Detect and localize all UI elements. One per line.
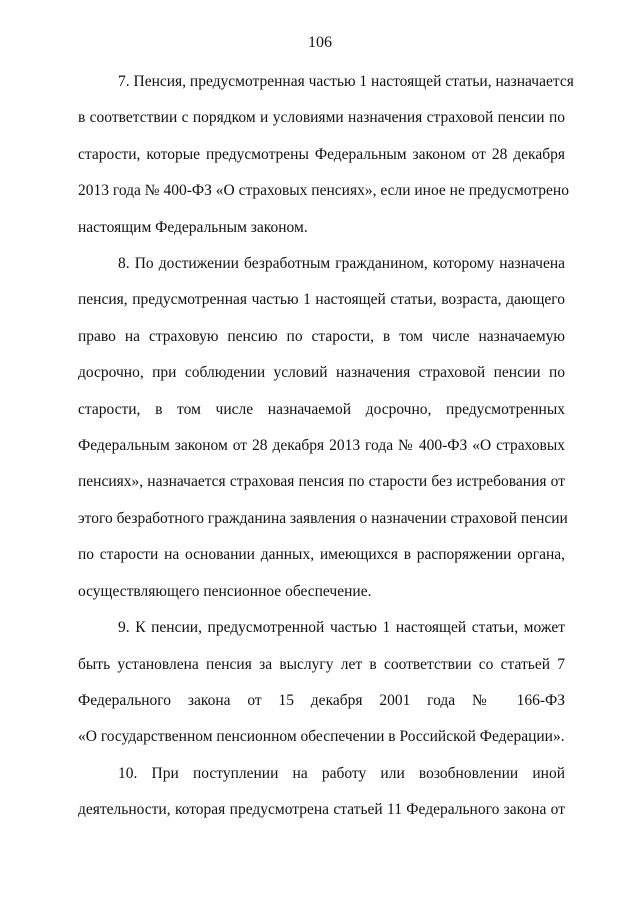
text-line: этого безработного гражданина заявления о назначении страховой пенсии <box>78 509 568 527</box>
paragraph-10 <box>78 756 565 829</box>
text-line: по старости на основании данных, имеющихся в распоряжении органа, <box>78 546 565 564</box>
document-body <box>78 64 574 829</box>
text-line: право на страховую пенсию по старости, в том числе назначаемую <box>78 327 565 345</box>
text-line: досрочно, при соблюдении условий назначения страховой пенсии по <box>78 364 565 382</box>
text-line: старости, которые предусмотрены Федеральным законом от 28 декабря <box>78 145 565 163</box>
text-line: в соответствии с порядком и условиями назначения страховой пенсии по <box>78 109 565 127</box>
text-line: настоящим Федеральным законом. <box>78 218 308 236</box>
text-line: осуществляющего пенсионное обеспечение. <box>78 582 372 600</box>
text-line: деятельности, которая предусмотрена статьей 11 Федерального закона от <box>78 801 565 819</box>
text-line: 2013 года № 400-ФЗ «О страховых пенсиях», если иное не предусмотрено <box>78 182 569 200</box>
page-number: 106 <box>308 34 332 51</box>
paragraph-7 <box>78 64 574 246</box>
text-line: Федеральным законом от 28 декабря 2013 года № 400-ФЗ «О страховых <box>78 437 565 455</box>
text-line: 7. Пенсия, предусмотренная частью 1 настоящей статьи, назначается <box>118 73 574 90</box>
text-line: Федерального закона от 15 декабря 2001 года № 166-ФЗ <box>78 691 565 709</box>
text-line: 10. При поступлении на работу или возобновлении иной <box>118 764 565 782</box>
text-line: пенсиях», назначается страховая пенсия по старости без истребования от <box>78 473 565 491</box>
text-line: 9. К пенсии, предусмотренной частью 1 настоящей статьи, может <box>118 619 565 637</box>
text-line: быть установлена пенсия за выслугу лет в соответствии со статьей 7 <box>78 655 565 673</box>
paragraph-8 <box>78 246 568 610</box>
text-line: старости, в том числе назначаемой досрочно, предусмотренных <box>78 400 565 418</box>
paragraph-9 <box>78 610 565 756</box>
text-line: 8. По достижении безработным гражданином, которому назначена <box>118 255 565 273</box>
text-line: пенсия, предусмотренная частью 1 настоящей статьи, возраста, дающего <box>78 291 565 309</box>
text-line: «О государственном пенсионном обеспечении в Российской Федерации». <box>78 728 565 746</box>
